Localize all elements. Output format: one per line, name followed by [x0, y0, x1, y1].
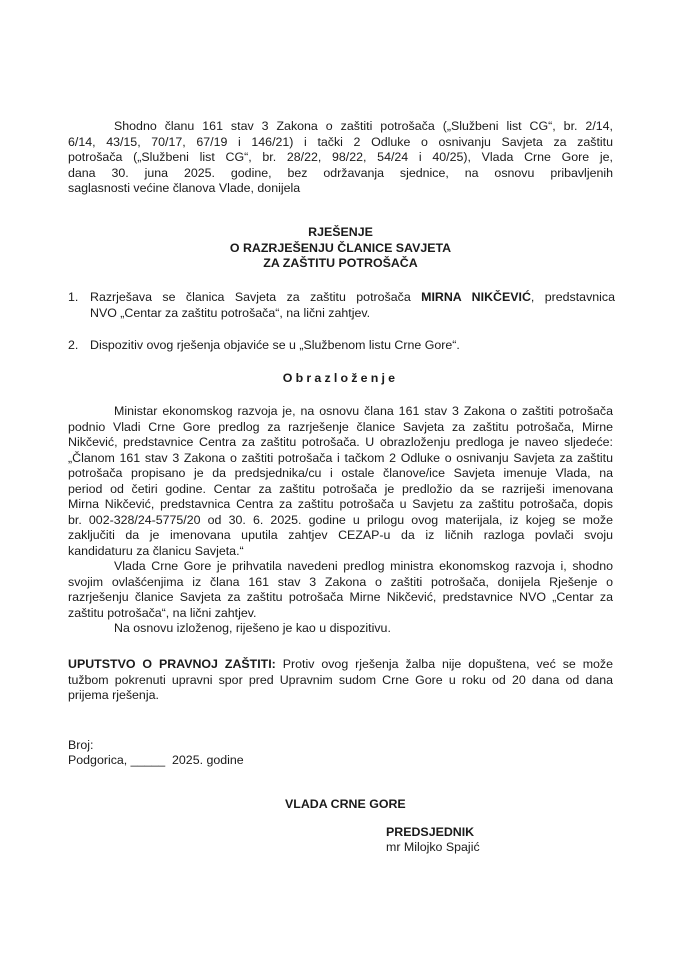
- decision-title: [68, 225, 613, 272]
- item-text: Razrješava se članica Savjeta za zaštitu potrošača: [90, 290, 422, 304]
- document-number: Broj:: [68, 738, 94, 752]
- reasoning-line: Ministar ekonomskog razvoja je, na osnovu člana 161 stav 3 Zakona o zaštiti potrošača: [114, 404, 613, 418]
- signatory-name: mr Milojko Spajić: [386, 840, 480, 854]
- item-number: 2.: [68, 338, 79, 352]
- reasoning-line: Vlada Crne Gore je prihvatila navedeni predlog ministra ekonomskog razvoja i, shodno: [114, 559, 613, 573]
- reasoning-line: Na osnovu izloženog, riješeno je kao u dispozitivu.: [114, 621, 391, 635]
- item-line: Dispozitiv ovog rješenja objaviće se u „Službenom listu Crne Gore“.: [90, 338, 460, 352]
- reasoning-line: period od četiri godine. Centar za zaštitu potrošača je predložio da se razriješi imenovana: [68, 481, 613, 496]
- reasoning-line: „Članom 161 stav 3 Zakona o zaštiti potrošača i tačkom 2 Odluke o osnivanju Savjeta za zaštitu: [68, 450, 613, 465]
- preamble-line: Shodno članu 161 stav 3 Zakona o zaštiti potrošača („Službeni list CG“, br. 2/14,: [114, 119, 613, 133]
- disposition-item-1: [68, 290, 615, 321]
- title-line-2: O RAZRJEŠENJU ČLANICE SAVJETA: [229, 240, 452, 255]
- reasoning-line: podnio Vladi Crne Gore predlog za razrješenje članice Savjeta za zaštitu potrošača, Mirne: [68, 419, 613, 434]
- title-line-3: ZA ZAŠTITU POTROŠAČA: [263, 256, 418, 270]
- title-line-1: RJEŠENJE: [308, 225, 373, 239]
- member-name: MIRNA NIKČEVIĆ: [421, 290, 531, 304]
- item-text: , predstavnica: [530, 290, 615, 304]
- reasoning-line: zaključiti da je imenovana uputila zahtjev CEZAP-u da iz ličnih razloga povlači svoju: [68, 528, 613, 542]
- preamble-line: potrošača („Službeni list CG“, br. 28/22, 98/22, 54/24 i 40/25), Vlada Crne Gore je,: [68, 150, 613, 164]
- reasoning-line: kandidaturu za članicu Savjeta.“: [68, 543, 244, 558]
- reasoning-line: potrošača propisano je da predsjednika/cu i ostale članove/ice Savjeta imenuje Vlada, na: [68, 466, 613, 480]
- disposition-item-2: [68, 338, 615, 354]
- legal-notice-line: prijema rješenja.: [68, 688, 159, 702]
- reasoning-line: razrješenju članice Savjeta za zaštitu potrošača Mirne Nikčević, predstavnice NVO „Centar za: [68, 590, 613, 604]
- reasoning-line: zaštitu potrošača“, na lični zahtjev.: [68, 605, 257, 620]
- item-line: [90, 290, 615, 306]
- place-date: Podgorica, _____ 2025. godine: [68, 753, 244, 767]
- legal-notice: [68, 657, 613, 704]
- reasoning-heading: Obrazloženje: [282, 371, 399, 385]
- legal-notice-label: UPUTSTVO O PRAVNOJ ZAŠTITI:: [68, 657, 276, 671]
- signatory-title: PREDSJEDNIK: [386, 825, 475, 839]
- reasoning-paragraph-1: [68, 404, 613, 637]
- preamble-line: dana 30. juna 2025. godine, bez održavanja sjednice, na osnovu pribavljenih: [68, 165, 613, 180]
- legal-notice-line: [68, 657, 613, 673]
- legal-notice-text: Protiv ovog rješenja žalba nije dopuštena, već se može: [275, 657, 614, 671]
- preamble: [68, 119, 613, 197]
- preamble-line: 6/14, 43/15, 70/17, 67/19 i 146/21) i tački 2 Odluke o osnivanju Savjeta za zaštitu: [68, 134, 613, 149]
- item-number: 1.: [68, 290, 79, 304]
- issuing-authority: VLADA CRNE GORE: [285, 797, 406, 811]
- preamble-line: saglasnosti većine članova Vlade, donijela: [68, 181, 301, 195]
- reasoning-line: Nikčević, predstavnice Centra za zaštitu potrošača. U obrazloženju predloga je naveo sljedeće:: [68, 435, 613, 449]
- reasoning-line: Mirna Nikčević, predstavnica Centra za zaštitu potrošača u Savjetu za zaštitu potrošača, dopis: [68, 497, 613, 511]
- reasoning-line: svojim ovlašćenjima iz člana 161 stav 3 Zakona o zaštiti potrošača, donijela Rješenje o: [68, 574, 613, 589]
- item-line: NVO „Centar za zaštitu potrošača“, na lični zahtjev.: [90, 305, 371, 320]
- reasoning-line: br. 002-328/24-5775/20 od 30. 6. 2025. godine u prilogu ovog materijala, iz kojeg se može: [68, 512, 613, 527]
- legal-notice-line: tužbom pokrenuti upravni spor pred Upravnim sudom Crne Gore u roku od 20 dana od dana: [68, 672, 613, 687]
